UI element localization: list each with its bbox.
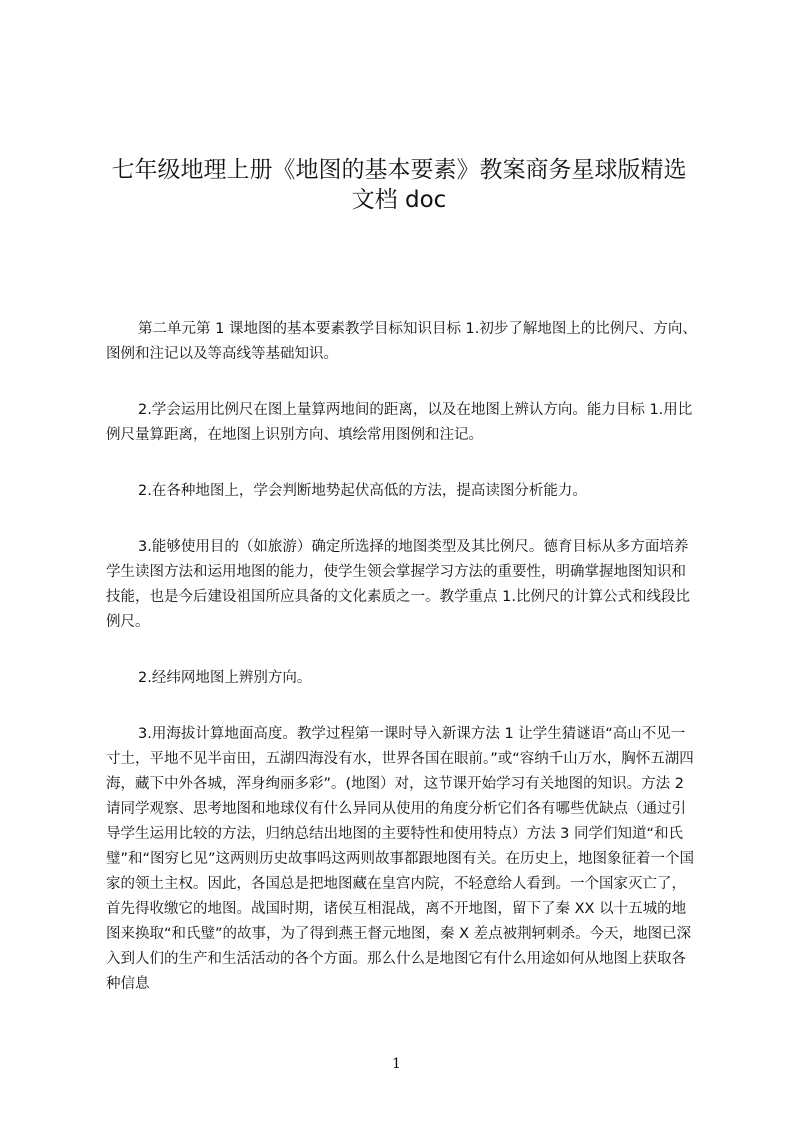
document-title	[95, 155, 703, 215]
document-body	[106, 317, 698, 997]
paragraph-skill-goals: 2.学会运用比例尺在图上量算两地间的距离，以及在地图上辨认方向。能力目标 1.用比例尺量算距离，在地图上识别方向、填绘常用图例和注记。	[106, 402, 693, 443]
document-title-line-1: 七年级地理上册《地图的基本要素》教案商务星球版精选	[111, 157, 687, 184]
page-number: 1	[392, 1056, 401, 1072]
document-title-line-2: 文档 doc	[351, 187, 447, 214]
paragraph-teaching-process: 3.用海拔计算地面高度。教学过程第一课时导入新课方法 1 让学生猜谜语“高山不见一寸土，平地不见半亩田，五湖四海没有水，世界各国在眼前。”或“容纳千山万水，胸怀五湖四海，藏下中外各城，浑身绚丽多彩”。(地图）对，这节课开始学习有关地图的知识。方法 2 请同学观察、思考地图和地球仪有什么异同从使用的角度分析它们各有哪些优缺点（通过引导学生运用比较的方法，归纳总结出地图的主要特性和使用特点）方法 3 同学们知道“和氏璧”和“图穷匕见”这两则历史故事吗这两则故事都跟地图有关。在历史上，地图象征着一个国家的领土主权。因此，各国总是把地图藏在皇宫内院，不轻意给人看到。一个国家灭亡了，首先得收缴它的地图。战国时期，诸侯互相混战，离不开地图，留下了秦 XX 以十五城的地图来换取“和氏璧”的故事，为了得到燕王督元地图，秦 X 差点被荆轲刺杀。今天，地图已深入到人们的生产和生活活动的各个方面。那么什么是地图它有什么用途如何从地图上获取各种信息	[106, 726, 695, 992]
paragraph-objectives: 第二单元第 1 课地图的基本要素教学目标知识目标 1.初步了解地图上的比例尺、方向、图例和注记以及等高线等基础知识。	[106, 321, 697, 362]
paragraph-grid-directions: 2.经纬网地图上辨别方向。	[138, 670, 312, 686]
paragraph-map-selection: 3.能够使用目的（如旅游）确定所选择的地图类型及其比例尺。德育目标从多方面培养学生读图方法和运用地图的能力，使学生领会掌握学习方法的重要性，明确掌握地图知识和技能，也是今后建设祖国所应具备的文化素质之一。教学重点 1.比例尺的计算公式和线段比例尺。	[106, 539, 690, 630]
paragraph-terrain-reading: 2.在各种地图上，学会判断地势起伏高低的方法，提高读图分析能力。	[138, 483, 587, 499]
